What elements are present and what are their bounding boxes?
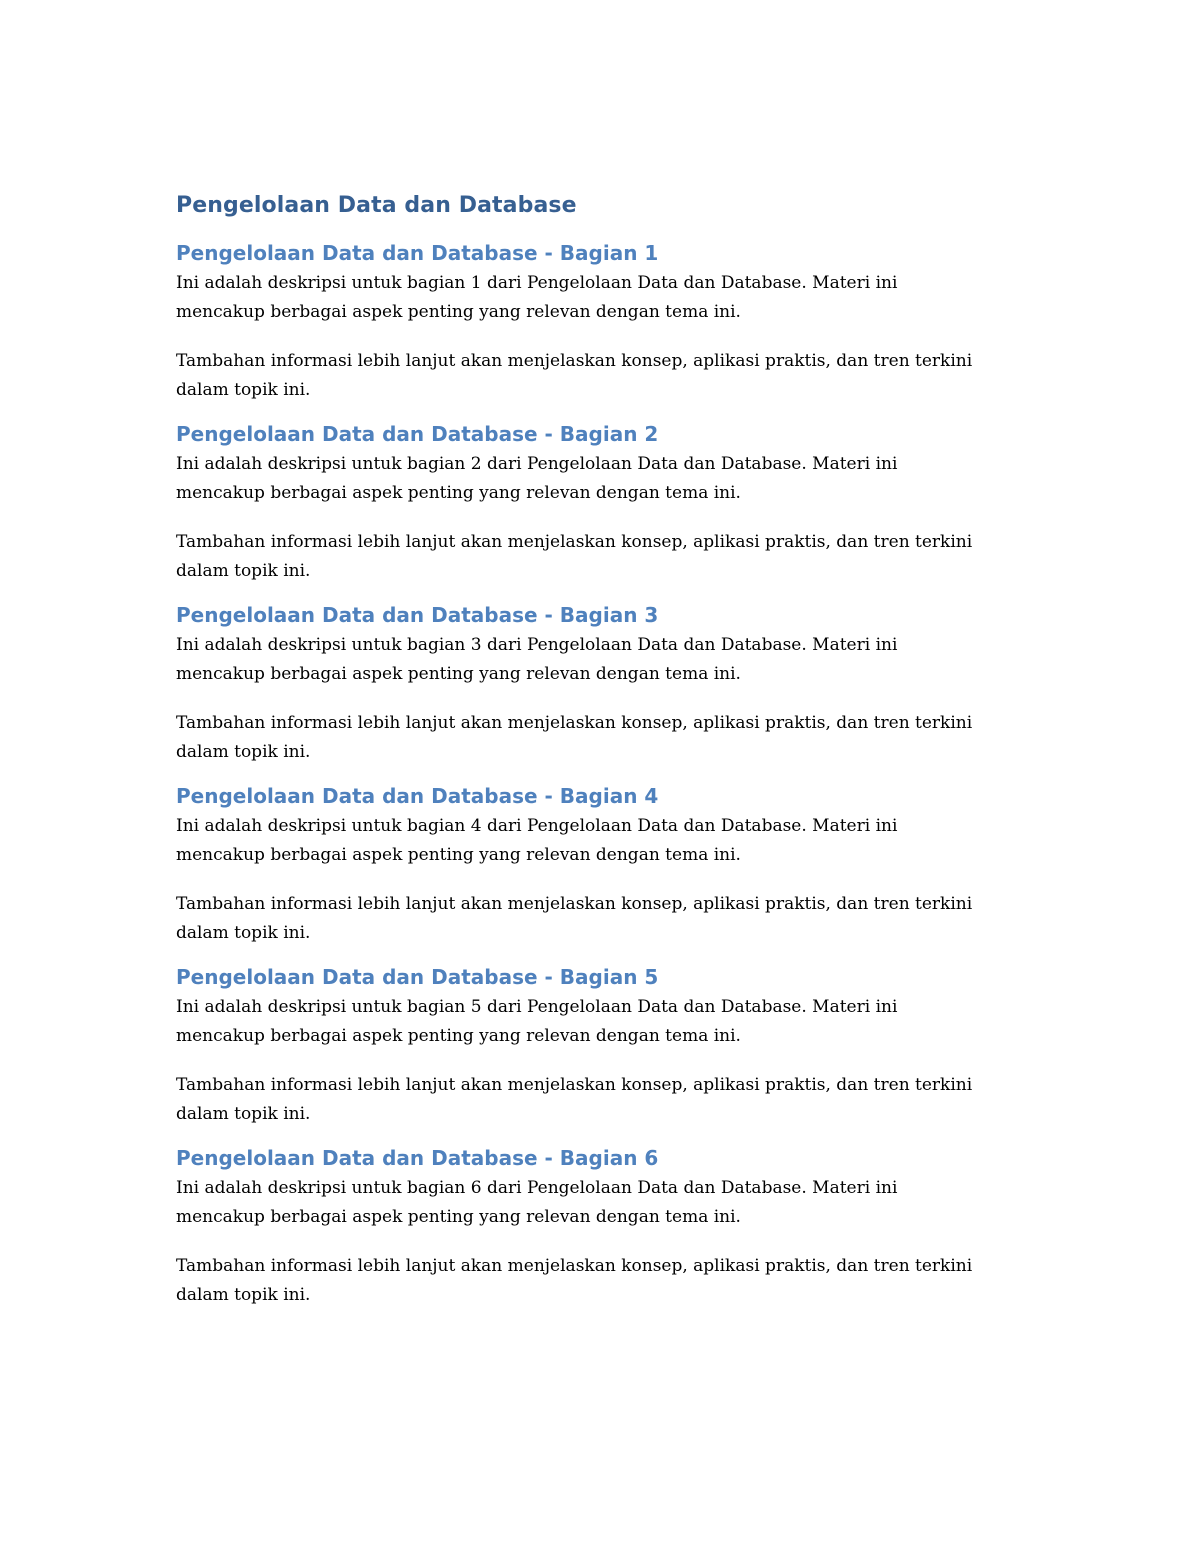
- paragraph-line: dalam topik ini.: [176, 561, 311, 581]
- paragraph-line: Tambahan informasi lebih lanjut akan menjelaskan konsep, aplikasi praktis, dan tren terkini: [176, 1256, 973, 1276]
- paragraph-line: Ini adalah deskripsi untuk bagian 3 dari Pengelolaan Data dan Database. Materi ini: [176, 635, 898, 655]
- paragraph-line: dalam topik ini.: [176, 1285, 311, 1305]
- document-title: Pengelolaan Data dan Database: [176, 193, 577, 218]
- paragraph-line: dalam topik ini.: [176, 742, 311, 762]
- paragraph-line: Tambahan informasi lebih lanjut akan menjelaskan konsep, aplikasi praktis, dan tren terkini: [176, 713, 973, 733]
- paragraph-line: Tambahan informasi lebih lanjut akan menjelaskan konsep, aplikasi praktis, dan tren terkini: [176, 1075, 973, 1095]
- section-description: [176, 993, 1036, 1051]
- paragraph-line: dalam topik ini.: [176, 923, 311, 943]
- paragraph-line: mencakup berbagai aspek penting yang relevan dengan tema ini.: [176, 1026, 741, 1046]
- paragraph-line: mencakup berbagai aspek penting yang relevan dengan tema ini.: [176, 845, 741, 865]
- section-1: [176, 239, 1036, 405]
- paragraph-line: dalam topik ini.: [176, 380, 311, 400]
- section-6: [176, 1144, 1036, 1310]
- paragraph-line: mencakup berbagai aspek penting yang relevan dengan tema ini.: [176, 664, 741, 684]
- section-description: [176, 269, 1036, 327]
- section-heading: Pengelolaan Data dan Database - Bagian 1: [176, 241, 659, 265]
- paragraph-line: Tambahan informasi lebih lanjut akan menjelaskan konsep, aplikasi praktis, dan tren terkini: [176, 894, 973, 914]
- section-description: [176, 812, 1036, 870]
- section-heading: Pengelolaan Data dan Database - Bagian 4: [176, 784, 659, 808]
- paragraph-line: mencakup berbagai aspek penting yang relevan dengan tema ini.: [176, 483, 741, 503]
- section-additional-info: [176, 709, 1036, 767]
- paragraph-line: Ini adalah deskripsi untuk bagian 5 dari Pengelolaan Data dan Database. Materi ini: [176, 997, 898, 1017]
- section-description: [176, 450, 1036, 508]
- section-heading: Pengelolaan Data dan Database - Bagian 6: [176, 1146, 659, 1170]
- paragraph-line: mencakup berbagai aspek penting yang relevan dengan tema ini.: [176, 302, 741, 322]
- section-heading: Pengelolaan Data dan Database - Bagian 5: [176, 965, 659, 989]
- section-heading: Pengelolaan Data dan Database - Bagian 2: [176, 422, 659, 446]
- section-5: [176, 963, 1036, 1129]
- section-additional-info: [176, 1071, 1036, 1129]
- section-additional-info: [176, 1252, 1036, 1310]
- paragraph-line: dalam topik ini.: [176, 1104, 311, 1124]
- section-3: [176, 601, 1036, 767]
- section-2: [176, 420, 1036, 586]
- paragraph-line: Tambahan informasi lebih lanjut akan menjelaskan konsep, aplikasi praktis, dan tren terkini: [176, 532, 973, 552]
- section-additional-info: [176, 890, 1036, 948]
- paragraph-line: Ini adalah deskripsi untuk bagian 4 dari Pengelolaan Data dan Database. Materi ini: [176, 816, 898, 836]
- paragraph-line: Ini adalah deskripsi untuk bagian 6 dari Pengelolaan Data dan Database. Materi ini: [176, 1178, 898, 1198]
- section-heading: Pengelolaan Data dan Database - Bagian 3: [176, 603, 659, 627]
- paragraph-line: Tambahan informasi lebih lanjut akan menjelaskan konsep, aplikasi praktis, dan tren terkini: [176, 351, 973, 371]
- paragraph-line: mencakup berbagai aspek penting yang relevan dengan tema ini.: [176, 1207, 741, 1227]
- section-4: [176, 782, 1036, 948]
- paragraph-line: Ini adalah deskripsi untuk bagian 2 dari Pengelolaan Data dan Database. Materi ini: [176, 454, 898, 474]
- section-additional-info: [176, 528, 1036, 586]
- section-additional-info: [176, 347, 1036, 405]
- section-description: [176, 1174, 1036, 1232]
- section-description: [176, 631, 1036, 689]
- document-content: [176, 190, 1036, 1310]
- paragraph-line: Ini adalah deskripsi untuk bagian 1 dari Pengelolaan Data dan Database. Materi ini: [176, 273, 898, 293]
